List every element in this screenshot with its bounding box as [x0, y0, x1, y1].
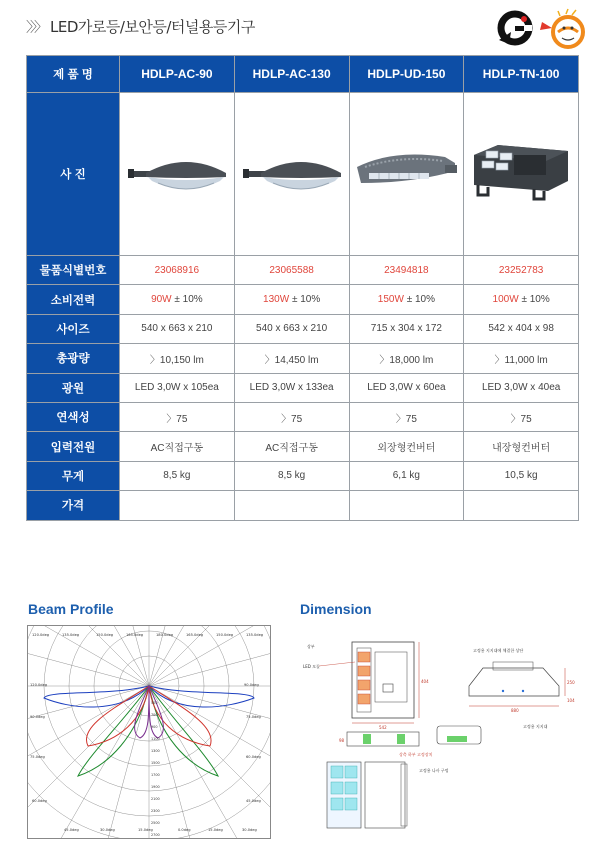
- light-source-cell: LED 3,0W x 105ea: [120, 373, 235, 402]
- row-header: 소비전력: [27, 285, 120, 314]
- streetlight-ud150-image: [353, 143, 459, 203]
- angle-label: 30.0deg: [242, 828, 257, 832]
- model-header: HDLP-AC-90: [120, 56, 235, 93]
- angle-label: 150.0deg: [216, 633, 234, 637]
- weight-cell: 10,5 kg: [464, 461, 579, 490]
- row-header-photo: 사 진: [27, 93, 120, 256]
- cri-cell: 〉75: [464, 402, 579, 431]
- radial-label: 2700: [151, 833, 160, 837]
- size-cell: 715 x 304 x 172: [349, 314, 464, 343]
- dim-value: 104: [567, 698, 575, 703]
- angle-label: 135.0deg: [62, 633, 80, 637]
- radial-label: 1900: [151, 785, 160, 789]
- angle-label: 60.0deg: [32, 799, 47, 803]
- polar-spoke: [149, 686, 270, 786]
- product-photo: [464, 93, 579, 256]
- cri-cell: 〉75: [120, 402, 235, 431]
- radial-label: 2300: [151, 809, 160, 813]
- company-logo-icon: [497, 10, 533, 46]
- angle-label: 180.0deg: [156, 633, 174, 637]
- power-input-cell: 내장형컨버터: [464, 432, 579, 461]
- weight-cell: 6,1 kg: [349, 461, 464, 490]
- radial-label: 700: [151, 713, 158, 717]
- polar-spoke: [28, 686, 149, 738]
- row-header: 입력전원: [27, 432, 120, 461]
- cri-cell: 〉75: [349, 402, 464, 431]
- radial-label: 1500: [151, 761, 160, 765]
- price-cell: [120, 491, 235, 520]
- power-cell: [234, 285, 349, 314]
- product-photo: [349, 93, 464, 256]
- dimension-drawing: [297, 628, 585, 843]
- angle-label: 15.0deg: [138, 828, 153, 832]
- polar-spoke: [28, 634, 149, 686]
- radial-label: 1300: [151, 749, 160, 753]
- price-cell: [464, 491, 579, 520]
- lumen-cell: 〉11,000 lm: [464, 344, 579, 373]
- row-header: 광원: [27, 373, 120, 402]
- size-cell: 540 x 663 x 210: [120, 314, 235, 343]
- angle-label: 135.0deg: [246, 633, 264, 637]
- power-tolerance: ± 10%: [406, 294, 435, 306]
- dim-label: 고정용 지지대: [523, 724, 548, 729]
- angle-label: 90.0deg: [30, 715, 45, 719]
- chevron-icon: 〉〉〉: [26, 20, 45, 36]
- light-source-cell: LED 3,0W x 40ea: [464, 373, 579, 402]
- id-number-cell: 23252783: [464, 256, 579, 285]
- model-header: HDLP-TN-100: [464, 56, 579, 93]
- angle-label: 75.0deg: [246, 715, 261, 719]
- weight-cell: 8,5 kg: [120, 461, 235, 490]
- mascot-logo-icon: [538, 8, 588, 50]
- price-cell: [234, 491, 349, 520]
- row-header: 무게: [27, 461, 120, 490]
- dim-value: 98: [339, 738, 345, 743]
- power-value: 130W: [263, 294, 290, 306]
- dimension-svg: [297, 628, 585, 843]
- dim-value: 542: [379, 725, 387, 730]
- id-number-cell: 23065588: [234, 256, 349, 285]
- product-photo: [234, 93, 349, 256]
- lumen-cell: 〉18,000 lm: [349, 344, 464, 373]
- power-tolerance: ± 10%: [174, 294, 203, 306]
- light-source-cell: LED 3,0W x 133ea: [234, 373, 349, 402]
- dim-label: 고정용 나사 구멍: [419, 768, 449, 773]
- streetlight-ac130-image: [239, 143, 345, 203]
- id-number-cell: 23068916: [120, 256, 235, 285]
- power-input-cell: AC직접구동: [120, 432, 235, 461]
- angle-label: 90.0deg: [244, 683, 259, 687]
- angle-label: 75.0deg: [30, 755, 45, 759]
- row-header: 연색성: [27, 402, 120, 431]
- streetlight-ac90-image: [124, 143, 230, 203]
- page-title-text: LED가로등/보안등/터널용등기구: [50, 18, 255, 36]
- power-cell: [464, 285, 579, 314]
- radial-label: 2500: [151, 821, 160, 825]
- beam-profile-diagram: [27, 625, 271, 839]
- power-input-cell: 외장형컨버터: [349, 432, 464, 461]
- model-header: HDLP-AC-130: [234, 56, 349, 93]
- power-value: 100W: [492, 294, 519, 306]
- angle-label: 165.0deg: [186, 633, 204, 637]
- radial-label: 1100: [151, 737, 160, 741]
- page-header: [26, 12, 586, 42]
- radial-label: 900: [151, 725, 158, 729]
- radial-label: 500: [151, 701, 158, 705]
- dim-value: 404: [421, 679, 429, 684]
- angle-label: 165.0deg: [126, 633, 144, 637]
- polar-spoke: [149, 634, 270, 686]
- row-header: 총광량: [27, 344, 120, 373]
- dim-label: 고정용 지지대에 체결한 상단: [473, 648, 524, 653]
- angle-label: 150.0deg: [96, 633, 114, 637]
- price-cell: [349, 491, 464, 520]
- power-tolerance: ± 10%: [521, 294, 550, 306]
- power-cell: [120, 285, 235, 314]
- angle-label: 0.0deg: [178, 828, 191, 832]
- size-cell: 542 x 404 x 98: [464, 314, 579, 343]
- radial-label: 1700: [151, 773, 160, 777]
- polar-spoke: [149, 686, 270, 738]
- light-source-cell: LED 3,0W x 60ea: [349, 373, 464, 402]
- angle-label: 60.0deg: [246, 755, 261, 759]
- lumen-cell: 〉14,450 lm: [234, 344, 349, 373]
- dim-label: 상부: [307, 644, 315, 649]
- angle-label: 120.0deg: [32, 633, 50, 637]
- power-value: 90W: [151, 294, 172, 306]
- spec-table: [26, 55, 579, 521]
- angle-label: 45.0deg: [64, 828, 79, 832]
- dim-label: 상측 하부 고정장치: [399, 752, 433, 757]
- size-cell: 540 x 663 x 210: [234, 314, 349, 343]
- dimension-title: Dimension: [300, 601, 372, 617]
- lumen-cell: 〉10,150 lm: [120, 344, 235, 373]
- id-number-cell: 23494818: [349, 256, 464, 285]
- angle-label: 45.0deg: [246, 799, 261, 803]
- dim-label: LED 모듈: [303, 664, 320, 669]
- row-header: 물품식별번호: [27, 256, 120, 285]
- angle-label: 120.0deg: [30, 683, 48, 687]
- cri-cell: 〉75: [234, 402, 349, 431]
- product-photo: [120, 93, 235, 256]
- dim-value: 880: [511, 708, 519, 713]
- angle-label: 30.0deg: [100, 828, 115, 832]
- angle-label: 15.0deg: [208, 828, 223, 832]
- weight-cell: 8,5 kg: [234, 461, 349, 490]
- tunnel-light-tn100-image: [468, 141, 574, 205]
- radial-label: 2100: [151, 797, 160, 801]
- row-header: 사이즈: [27, 314, 120, 343]
- page-title: [26, 16, 255, 37]
- polar-plot: [28, 626, 270, 838]
- table-corner-header: 제 품 명: [27, 56, 120, 93]
- model-header: HDLP-UD-150: [349, 56, 464, 93]
- power-value: 150W: [377, 294, 404, 306]
- beam-profile-title: Beam Profile: [28, 601, 114, 617]
- dim-value: 250: [567, 680, 575, 685]
- power-input-cell: AC직접구동: [234, 432, 349, 461]
- polar-spoke: [28, 686, 149, 786]
- row-header: 가격: [27, 491, 120, 520]
- power-cell: [349, 285, 464, 314]
- power-tolerance: ± 10%: [291, 294, 321, 306]
